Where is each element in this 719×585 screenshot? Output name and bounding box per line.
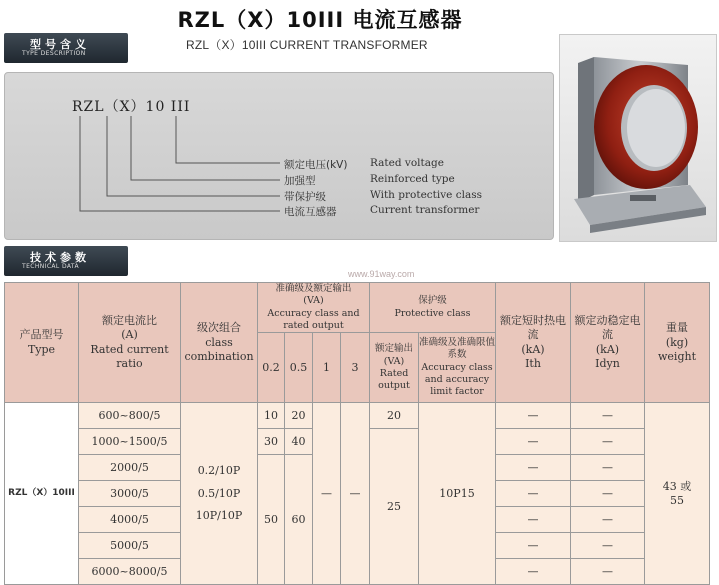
header-acc-3: 3: [341, 333, 370, 403]
cell-ratio: 4000/5: [79, 507, 181, 533]
type-description-tab: [4, 33, 128, 63]
cell-model: RZL（X）10III: [5, 403, 79, 585]
combo-item: 10P/10P: [195, 509, 243, 523]
legend-en-2: Reinforced type: [370, 173, 455, 185]
legend-zh-1: 额定电压(kV): [284, 159, 348, 171]
cell-idyn: —: [571, 455, 645, 481]
cell-idyn: —: [571, 403, 645, 429]
header-acc-02: 0.2: [258, 333, 285, 403]
page-title: RZL（X）10III 电流互感器: [177, 8, 463, 32]
cell-acc-1: —: [313, 403, 341, 585]
header-weight-en: weight: [658, 349, 696, 363]
type-description-tab-en: TYPE DESCRIPTION: [22, 50, 86, 57]
cell-acc-02: 30: [258, 429, 285, 455]
header-weight: [645, 283, 710, 403]
cell-ratio: 2000/5: [79, 455, 181, 481]
cell-acc-05: 40: [285, 429, 313, 455]
legend-zh-3: 带保护级: [284, 191, 326, 203]
legend-zh-2: 加强型: [284, 175, 316, 187]
header-weight-zh: 重量: [666, 321, 688, 335]
cell-idyn: —: [571, 429, 645, 455]
cell-ith: —: [496, 533, 571, 559]
cell-acc-02: 50: [258, 455, 285, 585]
cell-ith: —: [496, 455, 571, 481]
table-row: [5, 403, 710, 429]
product-photo: [559, 34, 717, 242]
cell-ratio: 3000/5: [79, 481, 181, 507]
cell-ratio: 1000~1500/5: [79, 429, 181, 455]
cell-ith: —: [496, 481, 571, 507]
header-rated-output-en: Rated output: [378, 367, 410, 392]
legend-en-4: Current transformer: [370, 204, 480, 216]
legend-en-1: Rated voltage: [370, 157, 444, 169]
header-ith-zh: 额定短时热电流: [500, 314, 566, 342]
cell-ratio: 600~800/5: [79, 403, 181, 429]
header-protective: [370, 283, 496, 333]
cell-combinations: [181, 403, 258, 585]
header-model-en: Type: [27, 342, 56, 356]
cell-acc-02: 10: [258, 403, 285, 429]
cell-weight: 43 或 55: [645, 403, 710, 585]
cell-idyn: —: [571, 481, 645, 507]
cell-ith: —: [496, 507, 571, 533]
cell-acc-05: 20: [285, 403, 313, 429]
header-limit-factor-zh: 准确级及准确限值系数: [419, 337, 496, 361]
page-subtitle: RZL（X）10III CURRENT TRANSFORMER: [186, 38, 428, 52]
model-code: RZL（X）10 III: [72, 99, 191, 115]
header-combination-en: class combination: [184, 335, 254, 363]
header-idyn-unit: (kA): [595, 342, 620, 356]
header-weight-unit: (kg): [665, 335, 689, 349]
combo-item: 0.5/10P: [197, 486, 241, 500]
header-rated-output-unit: (VA): [383, 355, 405, 367]
cell-rated-output: 25: [370, 429, 419, 585]
header-accuracy-zh: 准确级及额定输出: [275, 283, 352, 294]
header-ith: [496, 283, 571, 403]
header-ith-unit: (kA): [521, 342, 545, 356]
technical-data-tab-zh: 技术参数: [30, 251, 90, 264]
cell-rated-output: 20: [370, 403, 419, 429]
header-ratio-en: Rated current ratio: [90, 342, 169, 370]
header-limit-factor: [419, 333, 496, 403]
header-acc-1: 1: [313, 333, 341, 403]
watermark: www.91way.com: [348, 269, 415, 279]
header-ratio-zh: 额定电流比: [102, 314, 157, 328]
type-description-tab-zh: 型号含义: [30, 38, 90, 51]
technical-data-tab-en: TECHNICAL DATA: [22, 263, 80, 270]
header-accuracy-en: Accuracy class and rated output: [267, 307, 360, 332]
cell-idyn: —: [571, 559, 645, 585]
header-ith-en: Ith: [525, 356, 541, 370]
header-rated-output: [370, 333, 419, 403]
header-combination-zh: 级次组合: [197, 321, 241, 335]
technical-data-table: [4, 282, 710, 585]
cell-ith: —: [496, 429, 571, 455]
combo-item: 0.2/10P: [197, 464, 241, 478]
cell-acc-05: 60: [285, 455, 313, 585]
legend-zh-4: 电流互感器: [284, 206, 337, 218]
cell-idyn: —: [571, 533, 645, 559]
header-combination: [181, 283, 258, 403]
header-acc-05: 0.5: [285, 333, 313, 403]
cell-idyn: —: [571, 507, 645, 533]
header-idyn-zh: 额定动稳定电流: [574, 314, 641, 342]
cell-ratio: 5000/5: [79, 533, 181, 559]
legend-en-3: With protective class: [370, 189, 482, 201]
header-model: [5, 283, 79, 403]
header-rated-output-zh: 额定输出: [374, 343, 413, 355]
header-accuracy-unit: (VA): [303, 295, 324, 307]
cell-limit-factor: 10P15: [419, 403, 496, 585]
cell-ith: —: [496, 403, 571, 429]
technical-data-tab: [4, 246, 128, 276]
header-limit-factor-en: Accuracy class and accuracy limit factor: [421, 361, 493, 398]
header-protective-zh: 保护级: [418, 295, 447, 307]
current-transformer-image: [560, 35, 716, 241]
cell-acc-3: —: [341, 403, 370, 585]
cell-ith: —: [496, 559, 571, 585]
header-model-zh: 产品型号: [19, 328, 64, 342]
header-idyn: [571, 283, 645, 403]
header-idyn-en: Idyn: [595, 356, 620, 370]
header-ratio: [79, 283, 181, 403]
header-accuracy: [258, 283, 370, 333]
header-protective-en: Protective class: [394, 307, 471, 319]
cell-ratio: 6000~8000/5: [79, 559, 181, 585]
header-ratio-unit: (A): [121, 328, 138, 342]
